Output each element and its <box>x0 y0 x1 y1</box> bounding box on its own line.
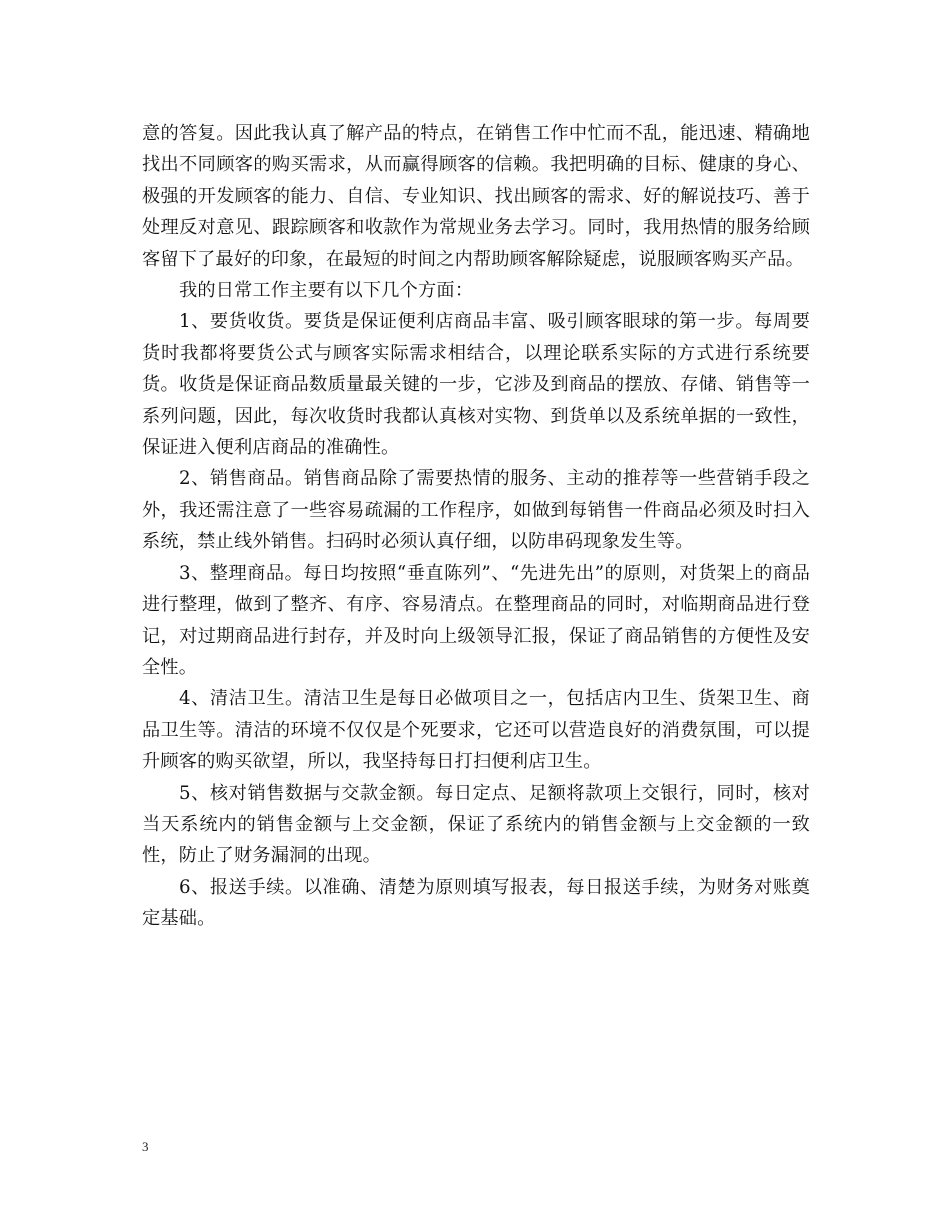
paragraph-continuation: 意的答复。因此我认真了解产品的特点，在销售工作中忙而不乱，能迅速、精确地找出不同顾客的购买需求，从而赢得顾客的信赖。我把明确的目标、健康的身心、极强的开发顾客的能力、自信、专业知识、找出顾客的需求、好的解说技巧、善于处理反对意见、跟踪顾客和收款作为常规业务去学习。同时，我用热情的服务给顾客留下了最好的印象，在最短的时间之内帮助顾客解除疑虑，说服顾客购买产品。 <box>142 123 810 270</box>
page-number: 3 <box>142 1139 149 1154</box>
paragraph-item-6: 6、报送手续。以准确、清楚为原则填写报表，每日报送手续，为财务对账奠定基础。 <box>142 876 810 930</box>
paragraph-item-5: 5、核对销售数据与交款金额。每日定点、足额将款项上交银行，同时，核对当天系统内的销售金额与上交金额，保证了系统内的销售金额与上交金额的一致性，防止了财务漏洞的出现。 <box>142 782 810 867</box>
paragraph-item-3: 3、整理商品。每日均按照“垂直陈列”、“先进先出”的原则，对货架上的商品进行整理，做到了整齐、有序、容易清点。在整理商品的同时，对临期商品进行登记，对过期商品进行封存，并及时向上级领导汇报，保证了商品销售的方便性及安全性。 <box>142 562 810 678</box>
paragraph-intro-list: 我的日常工作主要有以下几个方面： <box>179 280 474 302</box>
paragraph-item-4: 4、清洁卫生。清洁卫生是每日必做项目之一，包括店内卫生、货架卫生、商品卫生等。清洁的环境不仅仅是个死要求，它还可以营造良好的消费氛围，可以提升顾客的购买欲望，所以，我坚持每日打扫便利店卫生。 <box>142 688 810 773</box>
paragraph-item-1: 1、要货收货。要货是保证便利店商品丰富、吸引顾客眼球的第一步。每周要货时我都将要货公式与顾客实际需求相结合，以理论联系实际的方式进行系统要货。收货是保证商品数质量最关键的一步，它涉及到商品的摆放、存储、销售等一系列问题，因此，每次收货时我都认真核对实物、到货单以及系统单据的一致性，保证进入便利店商品的准确性。 <box>142 311 810 459</box>
document-body <box>142 118 810 935</box>
paragraph-item-2: 2、销售商品。销售商品除了需要热情的服务、主动的推荐等一些营销手段之外，我还需注意了一些容易疏漏的工作程序，如做到每销售一件商品必须及时扫入系统，禁止线外销售。扫码时必须认真仔细，以防串码现象发生等。 <box>142 468 810 553</box>
